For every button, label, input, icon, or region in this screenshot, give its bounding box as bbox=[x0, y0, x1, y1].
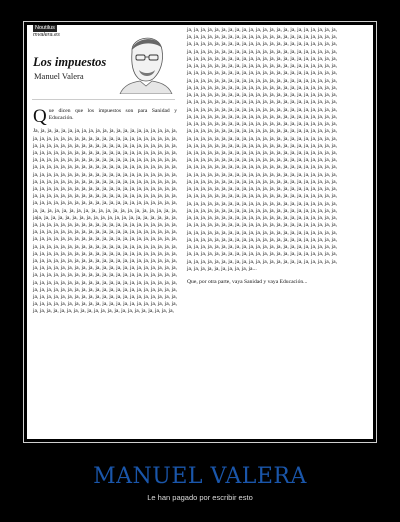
header-divider bbox=[32, 99, 175, 100]
caption-title: MANUEL VALERA bbox=[93, 464, 307, 489]
source-site: mvalera.es bbox=[33, 31, 60, 38]
article-left-column bbox=[33, 108, 177, 316]
article-author: Manuel Valera bbox=[34, 71, 84, 81]
article-headline: Los impuestos bbox=[33, 55, 107, 69]
caption-subtitle: Le han pagado por escribir esto bbox=[147, 493, 253, 502]
article-closing: Que, por otra parte, vaya Sanidad y vaya Educación... bbox=[187, 278, 308, 285]
author-portrait-icon bbox=[118, 28, 174, 94]
article-right-column bbox=[187, 27, 337, 286]
article-intro: ue dicen que los impuestos son para Sanidad y Educación. bbox=[48, 108, 177, 122]
article-laugh-text-right: ja, ja, ja, ja, ja, ja, ja, ja, ja, ja, ja, ja, ja, ja, ja, ja, ja, ja, ja, ja, ja, ja, ja, ja, ja, ja, ja, ja, ja, ja, ja, ja, ja, ja, ja, ja, ja, ja, ja, ja, ja, ja, ja, ja, ja, ja, ja, ja, ja, ja, ja, ja, ja, ja, ja, ja, ja, ja, ja, ja, ja, ja, ja, ja, ja, ja, ja, ja, ja, ja, ja, ja, ja, ja, ja, ja, ja, ja, ja, ja, ja, ja, ja, ja, ja, ja, ja, ja, ja, ja, ja, ja, ja, ja, ja, ja, ja, ja, ja, ja, ja, ja, ja, ja, ja, ja, ja, ja, ja, ja, ja, ja, ja, ja, ja, ja, ja, ja, ja, ja, ja, ja, ja, ja, ja, ja, ja, ja, ja, ja, ja, ja, ja, ja, ja, ja, ja, ja, ja, ja, ja, ja, ja, ja, ja, ja, ja, ja, ja, ja, ja, ja, ja, ja, ja, ja, ja, ja, ja, ja, ja, ja, ja, ja, ja, ja, ja, ja, ja, ja, ja, ja, ja, ja, ja, ja, ja, ja, ja, ja, ja, ja, ja, ja, ja, ja, ja, ja, ja, ja, ja, ja, ja, ja, ja, ja, ja, ja, ja, ja, ja, ja, ja, ja, ja, ja, ja, ja, ja, ja, ja, ja, ja, ja, ja, ja, ja, ja, ja, ja, ja, ja, ja, ja, ja, ja, ja, ja, ja, ja, ja, ja, ja, ja, ja, ja, ja, ja, ja, ja, ja, ja, ja, ja, ja, ja, ja, ja, ja, ja, ja, ja, ja, ja, ja, ja, ja, ja, ja, ja, ja, ja, ja, ja, ja, ja, ja, ja, ja, ja, ja, ja, ja, ja, ja, ja, ja, ja, ja, ja, ja, ja, ja, ja, ja, ja, ja, ja, ja, ja, ja, ja, ja, ja, ja, ja, ja, ja, ja, ja, ja, ja, ja, ja, ja, ja, ja, ja, ja, ja, ja, ja, ja, ja, ja, ja, ja, ja, ja, ja, ja, ja, ja, ja, ja, ja, ja, ja, ja, ja, ja, ja, ja, ja, ja, ja, ja, ja, ja, ja, ja, ja, ja, ja, ja, ja, ja, ja, ja, ja, ja, ja, ja, ja, ja, ja, ja, ja, ja, ja, ja, ja, ja, ja, ja, ja, ja, ja, ja, ja, ja, ja, ja, ja, ja, ja, ja, ja, ja, ja, ja, ja, ja, ja, ja, ja, ja, ja, ja, ja, ja, ja, ja, ja, ja, ja, ja, ja, ja, ja, ja, ja, ja, ja, ja, ja, ja, ja, ja, ja, ja, ja, ja, ja, ja, ja, ja, ja, ja, ja, ja, ja, ja, ja, ja, ja, ja, ja, ja, ja, ja, ja, ja, ja, ja, ja, ja, ja, ja, ja, ja, ja, ja, ja, ja, ja, ja, ja, ja, ja, ja, ja, ja, ja, ja, ja, ja, ja, ja, ja, ja, ja, ja, ja, ja, ja, ja, ja, ja, ja, ja, ja, ja, ja, ja, ja, ja, ja, ja, ja, ja, ja, ja, ja, ja, ja, ja, ja, ja, ja, ja, ja, ja, ja, ja, ja, ja, ja, ja, ja, ja, ja, ja, ja, ja, ja, ja, ja, ja, ja, ja, ja, ja, ja, ja, ja, ja, ja, ja, ja, ja, ja, ja, ja, ja, ja, ja, ja, ja, ja, ja, ja, ja, ja, ja, ja, ja, ja, ja, ja, ja, ja, ja, ja, ja, ja, ja, ja, ja, ja, ja, ja, ja, ja, ja, ja, ja, ja, ja, ja, ja, ja, ja, ja, ja, ja, ja, ja, ja, ja, ja, ja, ja, ja, ja, ja, ja, ja, ja, ja, ja, ja, ja, ja, ja, ja, ja, ja, ja, ja, ja, ja, ja, ja, ja, ja, ja, ja, ja, ja, ja, ja, ja, ja, ja, ja, ja, ja, ja, ja, ja, ja, ja, ja, ja, ja, ja, ja, ja, ja, ja, ja, ja, ja, ja, ja, ja, ja, ja, ja, ja, ja, ja, ja, ja, ja, ja, ja, ja, ja, ja, ja, ja, ja, ja, ja, ja, ja, ja, ja, ja, ja, ja, ja, ja, ja, ja, ja, ja, ja, ja, ja, ja, ja, ja, ja, ja, ja, ja, ja, ja, ja, ja, ja, ja, ja, ja, ja, ja, ja, ja, ja, ja, ja, ja, ja, ja, ja, ja, ja, ja, ja, ja, ja, ja, ja, ja, ja, ja, ja, ja, ja, ja, ja, ja, ja, ja, ja, ja, ja, ja, ja, ja, ja, ja, ja, ja, ja, ja, ja, ja, ja, ja, ja, ja, ja, ja, ja, ja, ja, ja, ja, ja, ja, ja, ja... bbox=[187, 27, 337, 272]
source-label: Noutilus bbox=[35, 25, 55, 31]
source-tag bbox=[33, 25, 60, 38]
article-laugh-text-left: Ja, ja, ja, ja, ja, ja, ja, ja, ja, ja, ja, ja, ja, ja, ja, ja, ja, ja, ja, ja, ja, ja, ja, ja, ja, ja, ja, ja, ja, ja, ja, ja, ja, ja, ja, ja, ja, ja, ja, ja, ja, ja, ja, ja, ja, ja, ja, ja, ja, ja, ja, ja, ja, ja, ja, ja, ja, ja, ja, ja, ja, ja, ja, ja, ja, ja, ja, ja, ja, ja, ja, ja, ja, ja, ja, ja, ja, ja, ja, ja, ja, ja, ja, ja, ja, ja, ja, ja, ja, ja, ja, ja, ja, ja, ja, ja, ja, ja, ja, ja, ja, ja, ja, ja, ja, ja, ja, ja, ja, ja, ja, ja, ja, ja, ja, ja, ja, ja, ja, ja, ja, ja, ja, ja, ja, ja, ja, ja, ja, ja, ja, ja, ja, ja, ja, ja, ja, ja, ja, ja, ja, ja, ja, ja, ja, ja, ja, ja, ja, ja, ja, ja, ja, ja, ja, ja, ja, ja, ja, ja, ja, ja, ja, ja, ja, ja, ja, ja, ja, ja, ja, ja, ja, ja, ja, ja, ja, ja, ja, ja, ja, ja, ja, ja, ja, ja, ja, ja, ja, ja, ja, ja, ja, ja, ja, ja, ja, ja, ja, ja, ja, ja, ja, ja, ja, ja, ja, ja, ja, ja, ja, ja, ja, ja, ja, ja, ja, ja, ja, ja, ja, ja, ja, ja, ja, ja, ja, ja, ja, ja, ja, ja, ja, ja, ja, ja, ja, ja, ja, ja, ja, ja, ja, ja, ja, ja, ja, ja, ja, ja, ja, jaja, ja, ja, ja, ja, ja, ja, ja, ja, ja, ja, ja, ja, ja, ja, ja, ja, ja, ja, ja, ja, ja, ja, ja, ja, ja, ja, ja, ja, ja, ja, ja, ja, ja, ja, ja, ja, ja, ja, ja, ja, ja, ja, ja, ja, ja, ja, ja, ja, ja, ja, ja, ja, ja, ja, ja, ja, ja, ja, ja, ja, ja, ja, ja, ja, ja, ja, ja, ja, ja, ja, ja, ja, ja, ja, ja, ja, ja, ja, ja, ja, ja, ja, ja, ja, ja, ja, ja, ja, ja, ja, ja, ja, ja, ja, ja, ja, ja, ja, ja, ja, ja, ja, ja, ja, ja, ja, ja, ja, ja, ja, ja, ja, ja, ja, ja, ja, ja, ja, ja, ja, ja, ja, ja, ja, ja, ja, ja, ja, ja, ja, ja, ja, ja, ja, ja, ja, ja, ja, ja, ja, ja, ja, ja, ja, ja, ja, ja, ja, ja, ja, ja, ja, ja, ja, ja, ja, ja, ja, ja, ja, ja, ja, ja, ja, ja, ja, ja, ja, ja, ja, ja, ja, ja, ja, ja, ja, ja, ja, ja, ja, ja, ja, ja, ja, ja, ja, ja, ja, ja, ja, ja, ja, ja, ja, ja, ja, ja, ja, ja, ja, ja, ja, ja, ja, ja, ja, ja, ja, ja, ja, ja, ja, ja, ja, ja, ja, ja, ja, ja, ja, ja, ja, ja, ja, ja, ja, ja, ja, ja, ja, ja, ja, ja, ja, ja, ja, ja, ja, ja, ja, ja, ja, ja, ja, ja, ja, ja, ja, ja, ja, ja, ja, ja, ja, ja, ja, ja, ja, ja, ja, ja, ja, ja, ja, ja, ja, ja, ja, ja, ja, ja, ja, ja, ja, ja, ja, ja, ja, ja, ja, ja, ja, ja, ja, ja, ja, ja, ja, ja, ja, ja, ja, bbox=[33, 128, 177, 315]
drop-cap: Q bbox=[33, 106, 47, 127]
